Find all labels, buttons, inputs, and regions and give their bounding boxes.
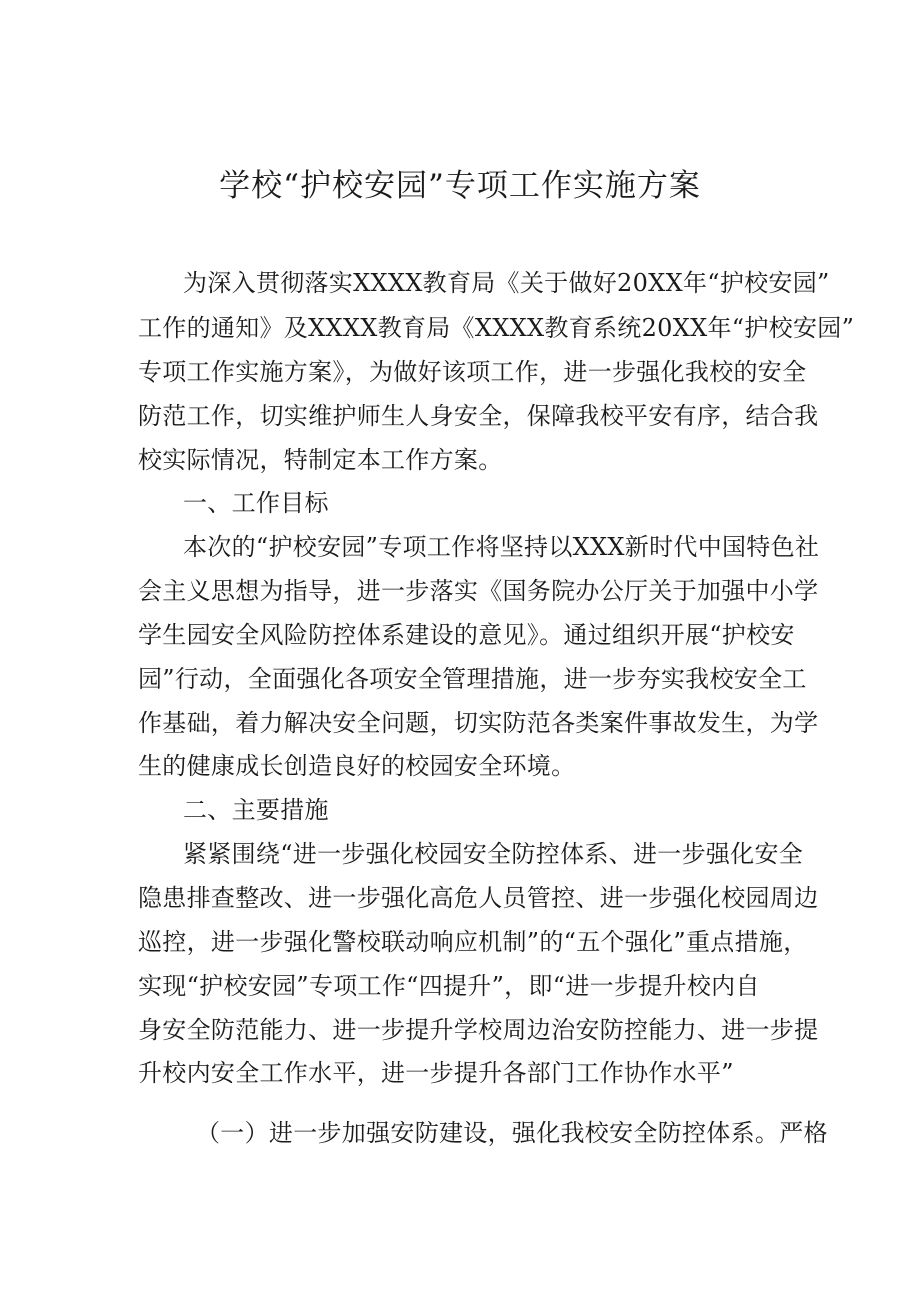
intro-line: 防范工作，切实维护师生人身安全，保障我校平安有序，结合我 <box>138 402 819 430</box>
intro-line: 工作的通知》及XXXX教育局《XXXX教育系统20XX年“护校安园” <box>138 314 855 342</box>
goals-line: 会主义思想为指导，进一步落实《国务院办公厅关于加强中小学 <box>138 577 819 605</box>
measures-line: 巡控，进一步强化警校联动响应机制”的“五个强化”重点措施， <box>138 928 808 956</box>
goals-line: 学生园安全风险防控体系建设的意见》。通过组织开展“护校安 <box>138 621 795 649</box>
measures-line: 身安全防范能力、进一步提升学校周边治安防控能力、进一步提 <box>138 1016 819 1044</box>
measures-line: 升校内安全工作水平，进一步提升各部门工作协作水平” <box>138 1059 734 1087</box>
goals-line: 园”行动，全面强化各项安全管理措施，进一步夯实我校安全工 <box>138 665 807 693</box>
subsection-one-line: （一）进一步加强安防建设，强化我校安全防控体系。严格 <box>196 1119 828 1147</box>
intro-line: 校实际情况，特制定本工作方案。 <box>138 446 503 474</box>
goals-line: 生的健康成长创造良好的校园安全环境。 <box>138 752 576 780</box>
section-heading-goals: 一、工作目标 <box>183 489 329 517</box>
measures-line: 实现“护校安园”专项工作“四提升”，即“进一步提升校内自 <box>138 972 760 1000</box>
intro-line: 专项工作实施方案》，为做好该项工作，进一步强化我校的安全 <box>138 358 807 386</box>
goals-line: 本次的“护校安园”专项工作将坚持以XXX新时代中国特色社 <box>183 533 820 561</box>
document-title: 学校“护校安园”专项工作实施方案 <box>219 168 701 204</box>
section-heading-measures: 二、主要措施 <box>183 796 329 824</box>
goals-line: 作基础，着力解决安全问题，切实防范各类案件事故发生，为学 <box>138 709 819 737</box>
intro-line: 为深入贯彻落实XXXX教育局《关于做好20XX年“护校安园” <box>183 269 830 297</box>
measures-line: 紧紧围绕“进一步强化校园安全防控体系、进一步强化安全 <box>183 840 804 868</box>
measures-line: 隐患排查整改、进一步强化高危人员管控、进一步强化校园周边 <box>138 884 819 912</box>
